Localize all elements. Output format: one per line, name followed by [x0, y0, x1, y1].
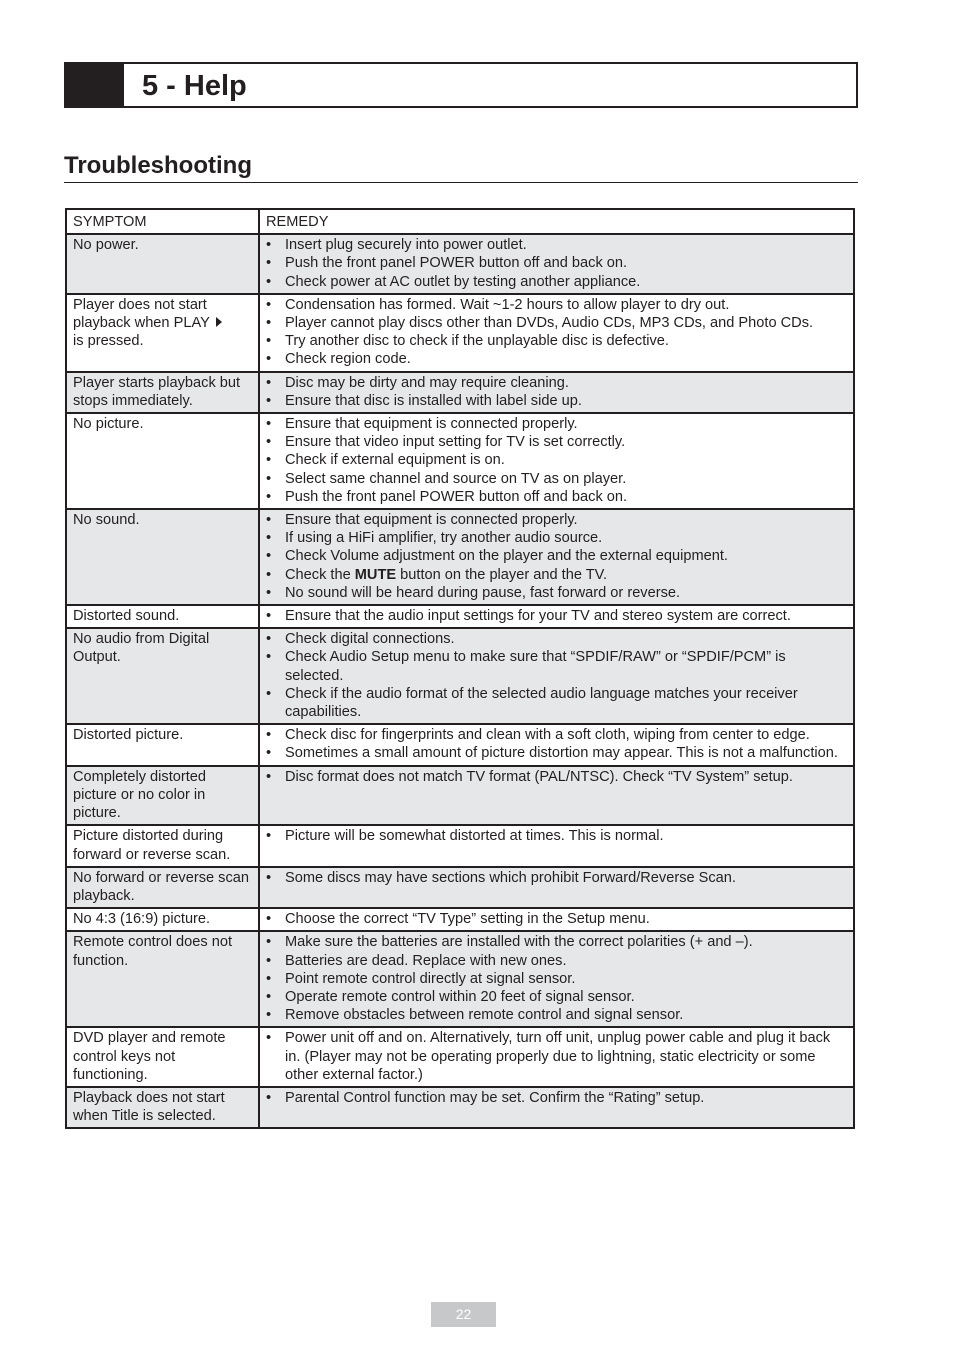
symptom-text: Distorted sound.: [73, 608, 180, 625]
remedy-cell: [259, 294, 854, 372]
remedy-cell: [259, 867, 854, 908]
mute-button-label: MUTE: [354, 566, 397, 583]
symptom-cell: [66, 509, 259, 605]
table-row: [66, 605, 854, 628]
symptom-cell: [66, 372, 259, 413]
table-row: [66, 908, 854, 931]
remedy-item: [266, 566, 847, 584]
symptom-text: Player does not start playback when PLAY: [73, 296, 210, 332]
table-row: [66, 825, 854, 866]
symptom-column-header: SYMPTOM: [66, 209, 259, 234]
remedy-list: [266, 869, 847, 887]
symptom-cell: [66, 724, 259, 765]
remedy-list: [266, 1029, 847, 1084]
remedy-item: • Ensure that equipment is connected properly.: [266, 415, 847, 433]
symptom-text: Completely distorted picture or no color in picture.: [73, 768, 207, 822]
remedy-cell: [259, 509, 854, 605]
remedy-item: • Check if external equipment is on.: [266, 451, 847, 469]
remedy-item: • Ensure that video input setting for TV is set correctly.: [266, 433, 847, 451]
remedy-item: • Power unit off and on. Alternatively, turn off unit, unplug power cable and plug it back in. (Player may not be operating properly due to lightning, static electricity or some other external factor.): [266, 1029, 847, 1084]
remedy-list: [266, 827, 847, 845]
symptom-text: No picture.: [73, 416, 144, 433]
table-row: [66, 372, 854, 413]
remedy-list: [266, 933, 847, 1024]
remedy-item: • Point remote control directly at signal sensor.: [266, 970, 847, 988]
remedy-text: button on the player and the TV.: [396, 566, 608, 583]
table-row: [66, 234, 854, 294]
troubleshooting-table: [65, 208, 855, 1129]
remedy-cell: [259, 234, 854, 294]
remedy-item: • If using a HiFi amplifier, try another audio source.: [266, 529, 847, 547]
remedy-item: • Disc format does not match TV format (PAL/NTSC). Check “TV System” setup.: [266, 768, 847, 786]
remedy-item: • Picture will be somewhat distorted at times. This is normal.: [266, 827, 847, 845]
remedy-list: [266, 910, 847, 928]
table-row: [66, 724, 854, 765]
section-divider: [64, 182, 858, 183]
remedy-item: • Ensure that the audio input settings for your TV and stereo system are correct.: [266, 607, 847, 625]
remedy-list: [266, 374, 847, 410]
symptom-text: Playback does not start when Title is selected.: [73, 1089, 225, 1125]
chapter-title: 5 - Help: [142, 70, 247, 102]
remedy-list: [266, 768, 847, 786]
table-row: [66, 766, 854, 826]
remedy-cell: [259, 724, 854, 765]
table-row: [66, 413, 854, 509]
symptom-cell: [66, 294, 259, 372]
remedy-item: • Make sure the batteries are installed with the correct polarities (+ and –).: [266, 933, 847, 951]
symptom-cell: [66, 1027, 259, 1087]
remedy-item: • Select same channel and source on TV as on player.: [266, 470, 847, 488]
symptom-cell: [66, 825, 259, 866]
remedy-item: • Check disc for fingerprints and clean with a soft cloth, wiping from center to edge.: [266, 726, 847, 744]
remedy-item: • Batteries are dead. Replace with new ones.: [266, 952, 847, 970]
remedy-cell: [259, 931, 854, 1027]
remedy-item: • Check region code.: [266, 350, 847, 368]
table-row: [66, 509, 854, 605]
symptom-text: DVD player and remote control keys not functioning.: [73, 1030, 226, 1083]
symptom-cell: [66, 628, 259, 724]
remedy-list: [266, 236, 847, 291]
symptom-text: No power.: [73, 237, 139, 254]
remedy-item: • Check digital connections.: [266, 630, 847, 648]
symptom-cell: [66, 413, 259, 509]
remedy-item: • Push the front panel POWER button off and back on.: [266, 488, 847, 506]
remedy-cell: [259, 605, 854, 628]
page-number: 22: [431, 1302, 496, 1327]
remedy-item: • Check Audio Setup menu to make sure that “SPDIF/RAW” or “SPDIF/PCM” is selected.: [266, 648, 847, 684]
chapter-marker-block: [66, 64, 124, 106]
remedy-item: • Parental Control function may be set. Confirm the “Rating” setup.: [266, 1089, 847, 1107]
remedy-cell: [259, 628, 854, 724]
symptom-cell: [66, 766, 259, 826]
table-body: [66, 234, 854, 1128]
chapter-header: [64, 62, 858, 108]
remedy-item: • Check power at AC outlet by testing another appliance.: [266, 273, 847, 291]
symptom-cell: [66, 605, 259, 628]
remedy-item: • Operate remote control within 20 feet of signal sensor.: [266, 988, 847, 1006]
remedy-item: • Push the front panel POWER button off and back on.: [266, 254, 847, 272]
symptom-text: Remote control does not function.: [73, 934, 232, 969]
remedy-list: [266, 296, 847, 369]
remedy-list: [266, 415, 847, 506]
symptom-cell: [66, 234, 259, 294]
symptom-text: No 4:3 (16:9) picture.: [73, 911, 211, 928]
remedy-cell: [259, 766, 854, 826]
remedy-item: • Remove obstacles between remote control and signal sensor.: [266, 1006, 847, 1024]
remedy-item: • Disc may be dirty and may require cleaning.: [266, 374, 847, 392]
remedy-cell: [259, 1087, 854, 1128]
symptom-text: Player starts playback but stops immediately.: [73, 374, 241, 409]
remedy-cell: [259, 372, 854, 413]
table-row: [66, 867, 854, 908]
symptom-cell: [66, 867, 259, 908]
symptom-text: No forward or reverse scan playback.: [73, 869, 250, 904]
table-row: [66, 294, 854, 372]
symptom-text: No sound.: [73, 512, 140, 529]
remedy-list: [266, 726, 847, 762]
remedy-list: [266, 1089, 847, 1107]
remedy-item: • Player cannot play discs other than DVDs, Audio CDs, MP3 CDs, and Photo CDs.: [266, 314, 847, 332]
table-header-row: [66, 209, 854, 234]
remedy-cell: [259, 413, 854, 509]
remedy-item: • Ensure that disc is installed with label side up.: [266, 392, 847, 410]
remedy-list: [266, 607, 847, 625]
remedy-list: [266, 630, 847, 721]
symptom-text: Picture distorted during forward or reverse scan.: [73, 828, 231, 863]
symptom-cell: [66, 1087, 259, 1128]
remedy-item: • Condensation has formed. Wait ~1-2 hours to allow player to dry out.: [266, 296, 847, 314]
remedy-item: • No sound will be heard during pause, fast forward or reverse.: [266, 584, 847, 602]
table-row: [66, 1087, 854, 1128]
remedy-item: • Insert plug securely into power outlet.: [266, 236, 847, 254]
remedy-column-header: REMEDY: [259, 209, 854, 234]
remedy-item: • Some discs may have sections which prohibit Forward/Reverse Scan.: [266, 869, 847, 887]
table-row: [66, 628, 854, 724]
remedy-item: • Choose the correct “TV Type” setting in the Setup menu.: [266, 910, 847, 928]
remedy-item: • Sometimes a small amount of picture distortion may appear. This is not a malfunction.: [266, 744, 847, 762]
symptom-cell: [66, 908, 259, 931]
remedy-cell: [259, 1027, 854, 1087]
play-triangle-icon: [216, 317, 222, 327]
remedy-item: • Check Volume adjustment on the player and the external equipment.: [266, 547, 847, 565]
remedy-item: • Try another disc to check if the unplayable disc is defective.: [266, 332, 847, 350]
remedy-cell: [259, 908, 854, 931]
remedy-cell: [259, 825, 854, 866]
remedy-list: [266, 511, 847, 602]
symptom-cell: [66, 931, 259, 1027]
symptom-text-continued: is pressed.: [73, 333, 144, 350]
symptom-text: No audio from Digital Output.: [73, 631, 210, 666]
table-row: [66, 931, 854, 1027]
remedy-text: Check the: [285, 566, 355, 583]
table-row: [66, 1027, 854, 1087]
remedy-item: • Ensure that equipment is connected properly.: [266, 511, 847, 529]
section-title: Troubleshooting: [64, 152, 252, 179]
remedy-item: • Check if the audio format of the selected audio language matches your receiver capabilities.: [266, 685, 847, 721]
symptom-text: Distorted picture.: [73, 727, 184, 744]
